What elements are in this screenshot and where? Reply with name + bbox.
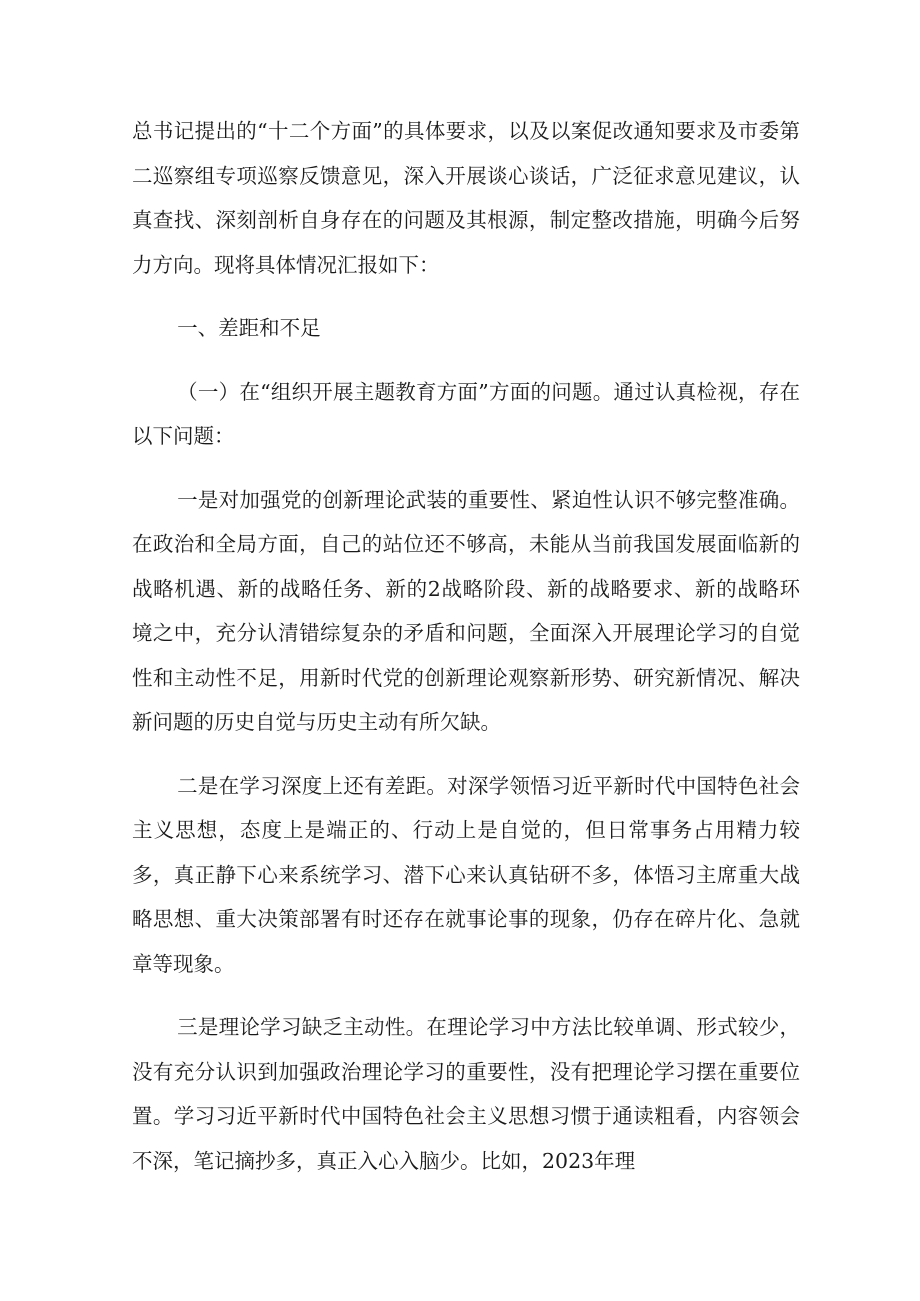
document-body <box>132 109 800 1183</box>
subsection-paragraph: （一）在“组织开展主题教育方面”方面的问题。通过认真检视，存在以下问题： <box>132 379 800 448</box>
section-heading: 一、差距和不足 <box>177 316 321 340</box>
issue-paragraph-1: 一是对加强党的创新理论武装的重要性、紧迫性认识不够完整准确。在政治和全局方面，自己的站位还不够高，未能从当前我国发展面临新的战略机遇、新的战略任务、新的2战略阶段、新的战略要求、新的战略环境之中，充分认清错综复杂的矛盾和问题，全面深入开展理论学习的自觉性和主动性不足，用新时代党的创新理论观察新形势、研究新情况、解决新问题的历史自觉与历史主动有所欠缺。 <box>132 487 800 734</box>
issue-paragraph-2: 二是在学习深度上还有差距。对深学领悟习近平新时代中国特色社会主义思想，态度上是端正的、行动上是自觉的，但日常事务占用精力较多，真正静下心来系统学习、潜下心来认真钻研不多，体悟习主席重大战略思想、重大决策部署有时还存在就事论事的现象，仍存在碎片化、急就章等现象。 <box>132 773 800 976</box>
intro-paragraph: 总书记提出的“十二个方面”的具体要求，以及以案促改通知要求及市委第二巡察组专项巡察反馈意见，深入开展谈心谈话，广泛征求意见建议，认真查找、深刻剖析自身存在的问题及其根源，制定整改措施，明确今后努力方向。现将具体情况汇报如下： <box>132 119 800 277</box>
issue-paragraph-3: 三是理论学习缺乏主动性。在理论学习中方法比较单调、形式较少，没有充分认识到加强政治理论学习的重要性，没有把理论学习摆在重要位置。学习习近平新时代中国特色社会主义思想习惯于通读粗看，内容领会不深，笔记摘抄多，真正入心入脑少。比如，2023年理 <box>132 1015 800 1173</box>
